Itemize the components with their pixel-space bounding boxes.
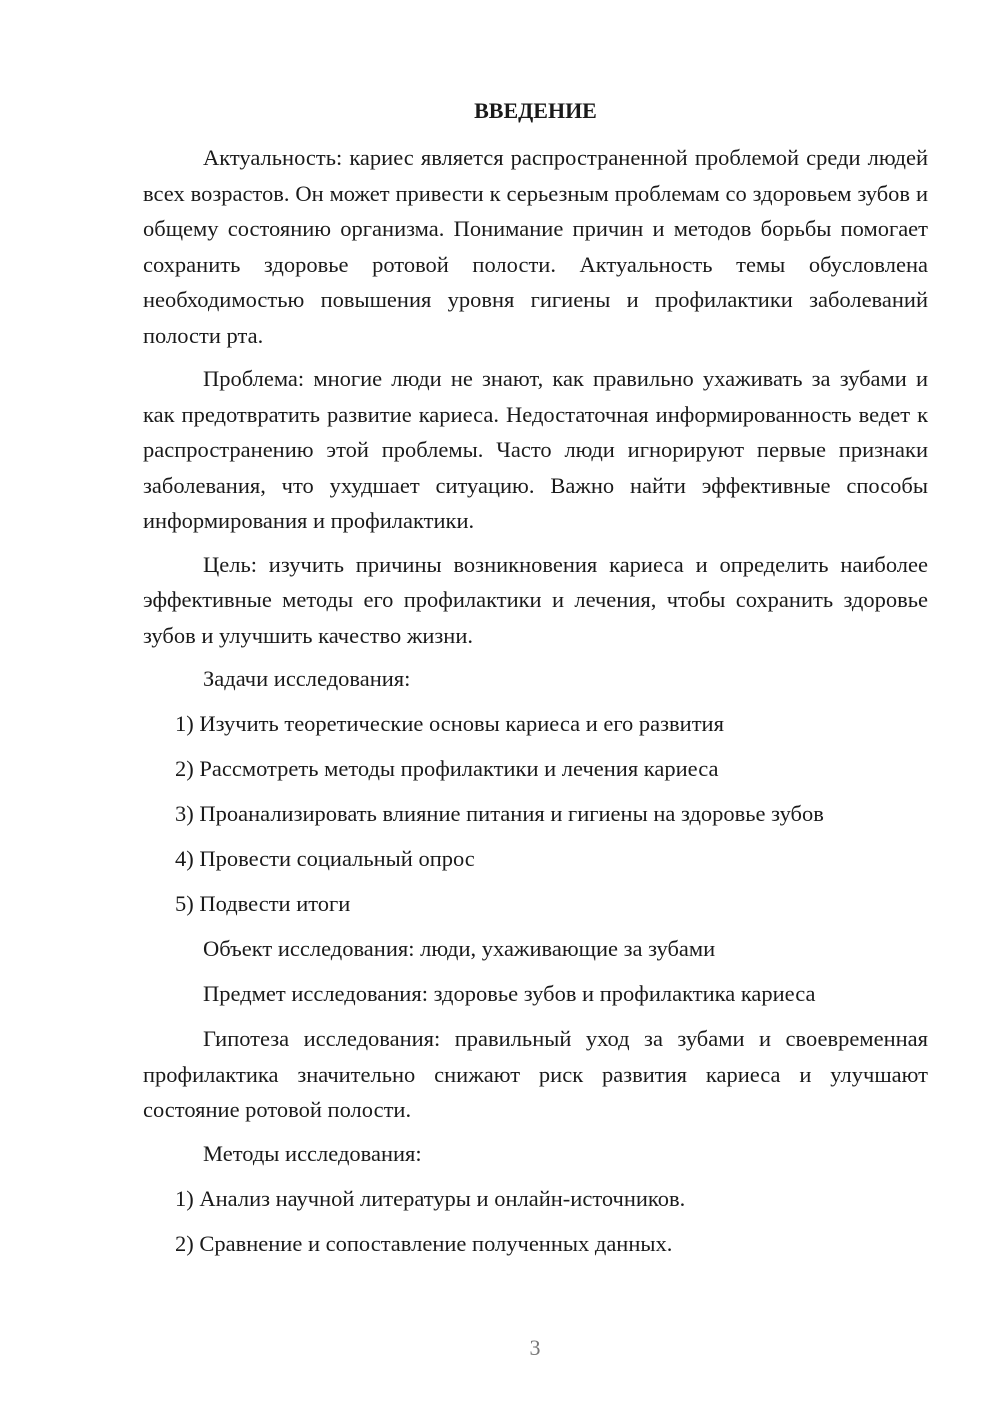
tasks-title: Задачи исследования: bbox=[203, 666, 411, 691]
document-heading: ВВЕДЕНИЕ bbox=[474, 98, 597, 123]
hypothesis-paragraph: Гипотеза исследования: правильный уход за зубами и своевременная профилактика значительно снижают риск развития кариеса и улучшают состояние ротовой полости. bbox=[143, 1026, 928, 1122]
methods-title: Методы исследования: bbox=[203, 1140, 422, 1166]
problem-paragraph: Проблема: многие люди не знают, как правильно ухаживать за зубами и как предотвратить развитие кариеса. Недостаточная информированность ведет к распространению этой проблемы. Часто люди игнорируют первые признаки заболевания, что ухудшает ситуацию. Важно найти эффективные способы информирования и профилактики. bbox=[143, 366, 928, 533]
goal-paragraph: Цель: изучить причины возникновения кариеса и определить наиболее эффективные методы его профилактики и лечения, чтобы сохранить здоровье зубов и улучшить качество жизни. bbox=[143, 551, 928, 648]
task-item-5: 5) Подвести итоги bbox=[175, 891, 351, 916]
research-object: Объект исследования: люди, ухаживающие за зубами bbox=[203, 936, 716, 961]
page-number: 3 bbox=[529, 1335, 541, 1360]
research-subject: Предмет исследования: здоровье зубов и профилактика кариеса bbox=[203, 981, 816, 1006]
relevance-paragraph: Актуальность: кариес является распространенной проблемой среди людей всех возрастов. Он может привести к серьезным проблемам со здоровьем зубов и общему состоянию организма. Понимание причин и методов борьбы помогает сохранить здоровье ротовой полости. Актуальность темы обусловлена необходимостью повышения уровня гигиены и профилактики заболеваний полости рта. bbox=[143, 145, 928, 348]
task-item-4: 4) Провести социальный опрос bbox=[175, 846, 475, 871]
task-item-3: 3) Проанализировать влияние питания и гигиены на здоровье зубов bbox=[175, 801, 824, 826]
document-page bbox=[143, 96, 928, 1271]
method-item-1: 1) Анализ научной литературы и онлайн-источников. bbox=[175, 1185, 686, 1211]
method-item-2: 2) Сравнение и сопоставление полученных данных. bbox=[175, 1230, 673, 1256]
task-item-1: 1) Изучить теоретические основы кариеса и его развития bbox=[175, 711, 724, 736]
task-item-2: 2) Рассмотреть методы профилактики и лечения кариеса bbox=[175, 756, 719, 781]
